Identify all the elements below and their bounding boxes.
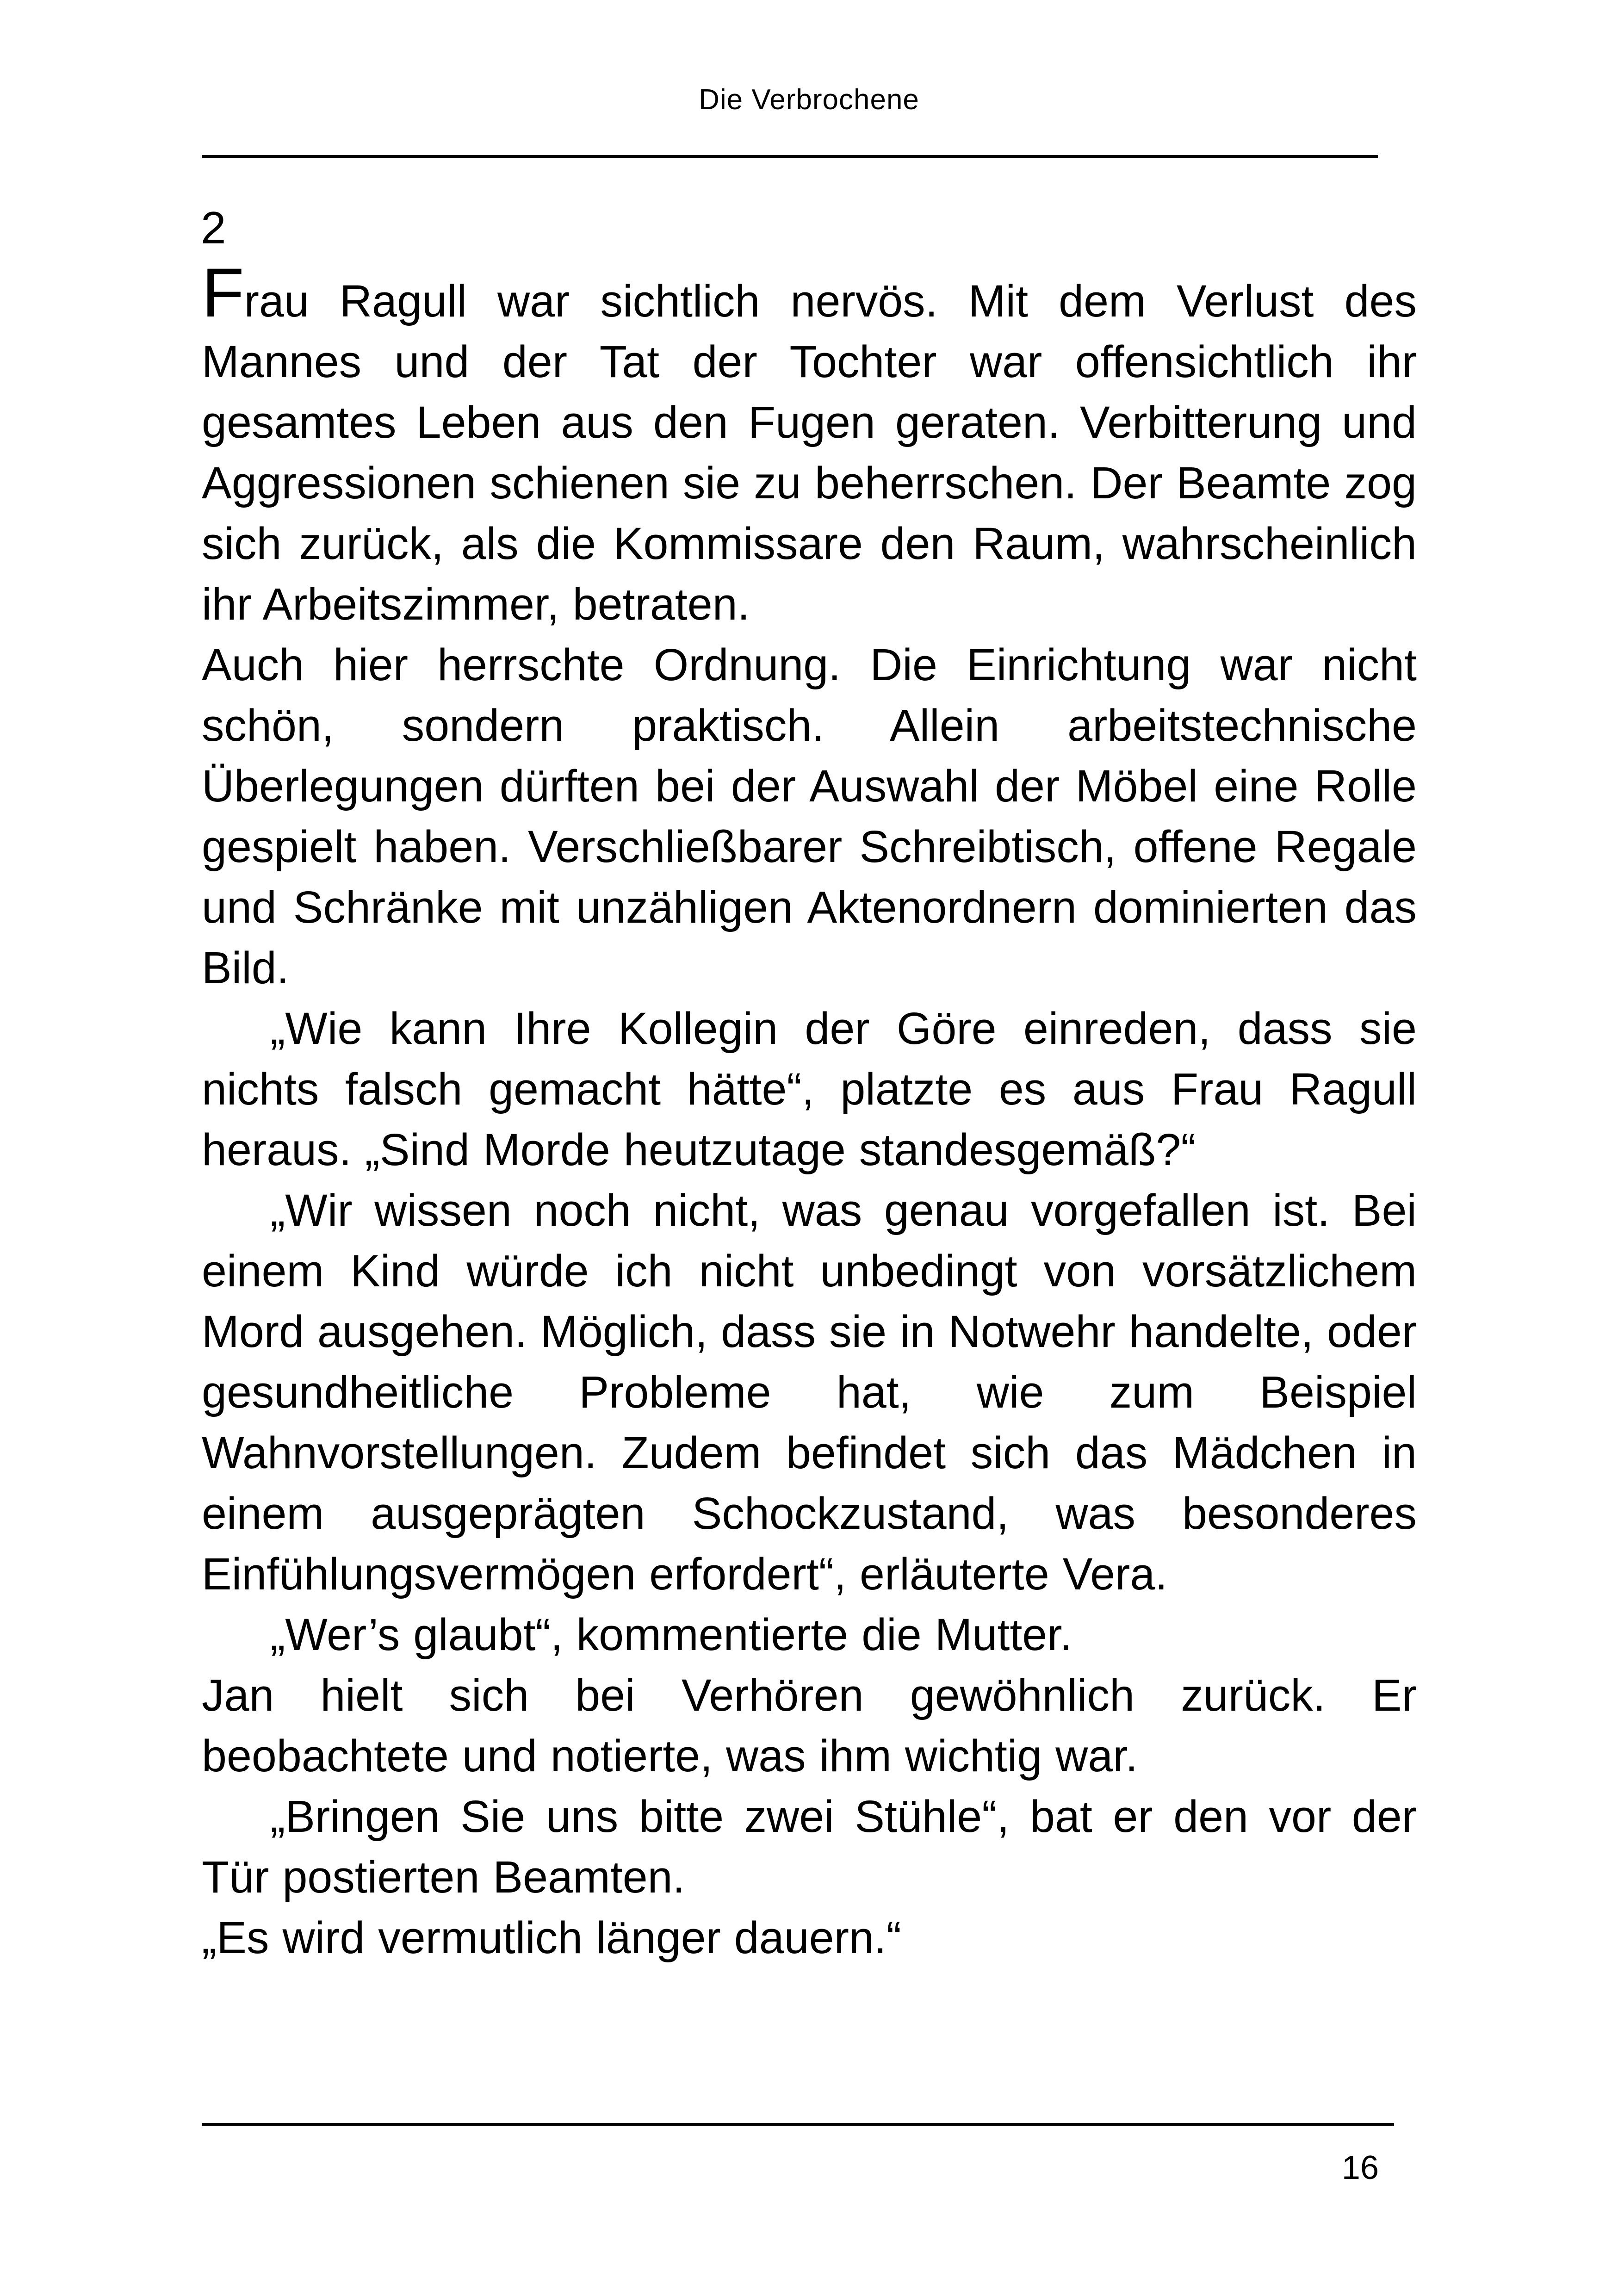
- drop-initial: F: [202, 254, 244, 331]
- page-number: 16: [1341, 2149, 1379, 2186]
- paragraph-1: [202, 254, 1417, 634]
- footer-rule: [202, 2123, 1394, 2126]
- header-rule: [202, 155, 1378, 158]
- paragraph-5: „Wer’s glaubt“, kommentierte die Mutter.: [270, 1609, 1072, 1660]
- paragraph-8: „Es wird vermutlich länger dauern.“: [202, 1912, 902, 1963]
- paragraph-7: „Bringen Sie uns bitte zwei Stühle“, bat er den vor der Tür postierten Beamten.: [202, 1791, 1417, 1902]
- chapter-number: 2: [201, 202, 226, 253]
- paragraph-3: „Wie kann Ihre Kollegin der Göre einreden, dass sie nichts falsch gemacht hätte“, platzte es aus Frau Ragull heraus. „Sind Morde heutzutage standesgemäß?“: [202, 1003, 1417, 1175]
- paragraph-2: Auch hier herrschte Ordnung. Die Einrichtung war nicht schön, sondern praktisch. Allein arbeitstechnische Überlegungen dürften bei der Auswahl der Möbel eine Rolle gespielt haben. Verschließbarer Schreibtisch, offene Regale und Schränke mit unzähligen Aktenordnern dominierten das Bild.: [202, 639, 1417, 993]
- paragraph-6: Jan hielt sich bei Verhören gewöhnlich zurück. Er beobachtete und notierte, was ihm wichtig war.: [202, 1670, 1417, 1781]
- paragraph-1-text: rau Ragull war sichtlich nervös. Mit dem Verlust des Mannes und der Tat der Tochter war offensichtlich ihr gesamtes Leben aus den Fugen geraten. Verbitterung und Aggressionen schienen sie zu beherrschen. Der Beamte zog sich zurück, als die Kommissare den Raum, wahrscheinlich ihr Arbeitszimmer, betraten.: [202, 276, 1417, 629]
- running-title: Die Verbrochene: [699, 84, 919, 116]
- paragraph-4: „Wir wissen noch nicht, was genau vorgefallen ist. Bei einem Kind würde ich nicht unbedingt von vorsätzlichem Mord ausgehen. Möglich, dass sie in Notwehr handelte, oder gesundheitliche Probleme hat, wie zum Beispiel Wahnvorstellungen. Zudem befindet sich das Mädchen in einem ausgeprägten Schockzustand, was besonderes Einfühlungsvermögen erfordert“, erläuterte Vera.: [202, 1185, 1417, 1599]
- chapter-body: [202, 254, 1417, 1968]
